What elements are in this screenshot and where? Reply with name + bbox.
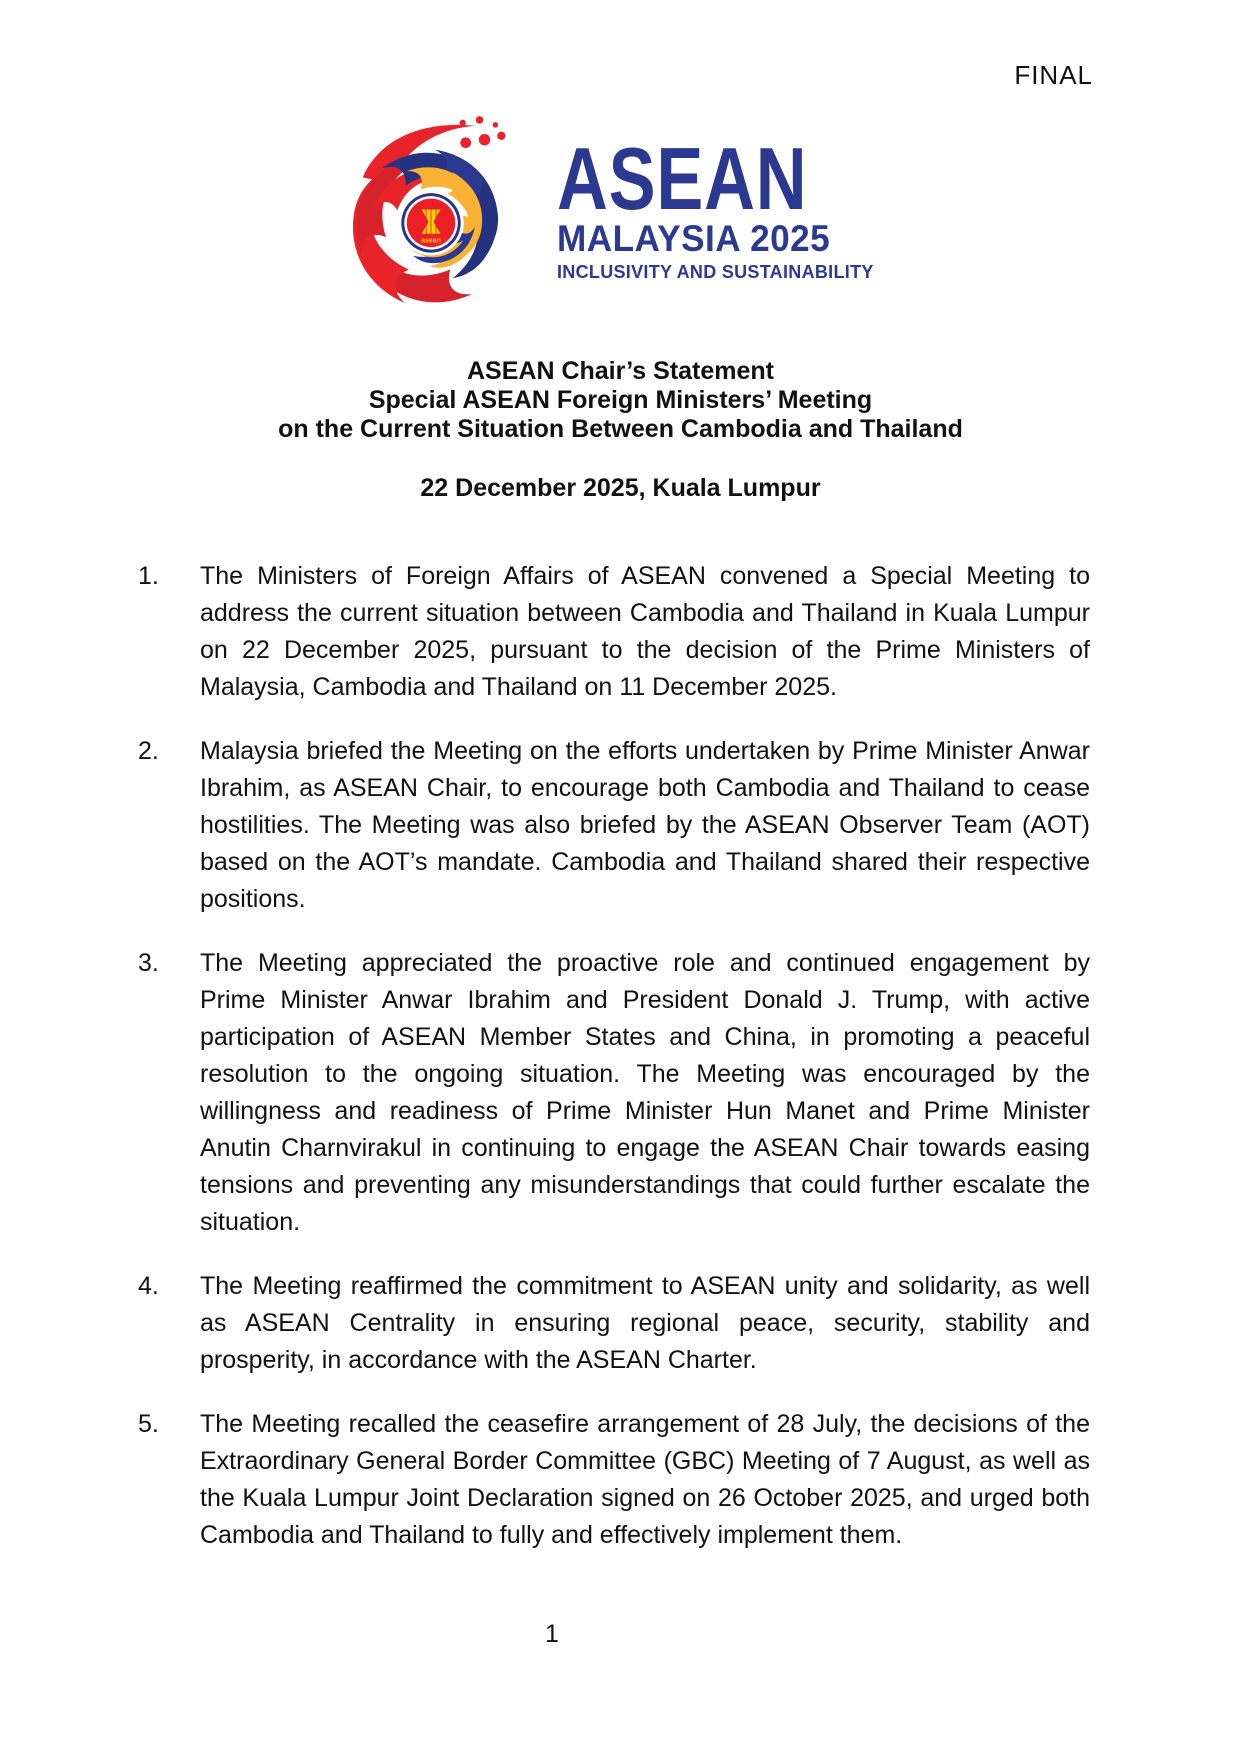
- paragraph-text: The Meeting appreciated the proactive role and continued engagement by Prime Minister Anwar Ibrahim and President Donald J. Trump, with active participation of ASEAN Member States and China, in promoting a peaceful resolution to the ongoing situation. The Meeting was encouraged by the willingness and readiness of Prime Minister Hun Manet and Prime Minister Anutin Charnvirakul in continuing to engage the ASEAN Chair towards easing tensions and preventing any misunderstandings that could further escalate the situation.: [200, 949, 1090, 1236]
- asean-emblem-label: asean: [421, 237, 441, 245]
- asean-swirl-logo-icon: [333, 112, 535, 310]
- paragraph-text: Malaysia briefed the Meeting on the efforts undertaken by Prime Minister Anwar Ibrahim, as ASEAN Chair, to encourage both Cambodia and Thailand to cease hostilities. The Meeting was also briefed by the ASEAN Observer Team (AOT) based on the AOT’s mandate. Cambodia and Thailand shared their respective positions.: [200, 737, 1090, 913]
- paragraph-4: [138, 1268, 1090, 1379]
- logo-wordmark: ASEAN: [557, 128, 808, 228]
- final-status-label: FINAL: [1014, 60, 1093, 90]
- logo-subtitle: MALAYSIA 2025: [557, 217, 831, 259]
- paragraph-number: 1.: [138, 562, 159, 590]
- paragraph-text: The Meeting reaffirmed the commitment to ASEAN unity and solidarity, as well as ASEAN Centrality in ensuring regional peace, security, stability and prosperity, in accordance with the ASEAN Charter.: [200, 1272, 1090, 1374]
- title-line-2: Special ASEAN Foreign Ministers’ Meeting: [368, 386, 873, 414]
- document-dateline: 22 December 2025, Kuala Lumpur: [420, 474, 821, 502]
- title-line-3: on the Current Situation Between Cambodia and Thailand: [278, 415, 963, 443]
- document-body: [138, 558, 1090, 1581]
- paragraph-text: The Ministers of Foreign Affairs of ASEAN convened a Special Meeting to address the current situation between Cambodia and Thailand in Kuala Lumpur on 22 December 2025, pursuant to the decision of the Prime Ministers of Malaysia, Cambodia and Thailand on 11 December 2025.: [200, 562, 1090, 701]
- paragraph-5: [138, 1406, 1090, 1554]
- page-number: 1: [545, 1620, 559, 1648]
- paragraph-text: The Meeting recalled the ceasefire arrangement of 28 July, the decisions of the Extraordinary General Border Committee (GBC) Meeting of 7 August, as well as the Kuala Lumpur Joint Declaration signed on 26 October 2025, and urged both Cambodia and Thailand to fully and effectively implement them.: [200, 1410, 1090, 1549]
- paragraph-number: 3.: [138, 949, 159, 977]
- title-line-1: ASEAN Chair’s Statement: [466, 357, 775, 385]
- logo-tagline: INCLUSIVITY AND SUSTAINABILITY: [557, 262, 874, 283]
- paragraph-3: [138, 945, 1090, 1241]
- paragraph-1: [138, 558, 1090, 706]
- paragraph-number: 5.: [138, 1410, 159, 1438]
- asean-malaysia-2025-logo: [333, 112, 874, 310]
- paragraph-2: [138, 733, 1090, 918]
- document-title: [0, 357, 1241, 444]
- paragraph-number: 4.: [138, 1272, 159, 1300]
- paragraph-number: 2.: [138, 737, 159, 765]
